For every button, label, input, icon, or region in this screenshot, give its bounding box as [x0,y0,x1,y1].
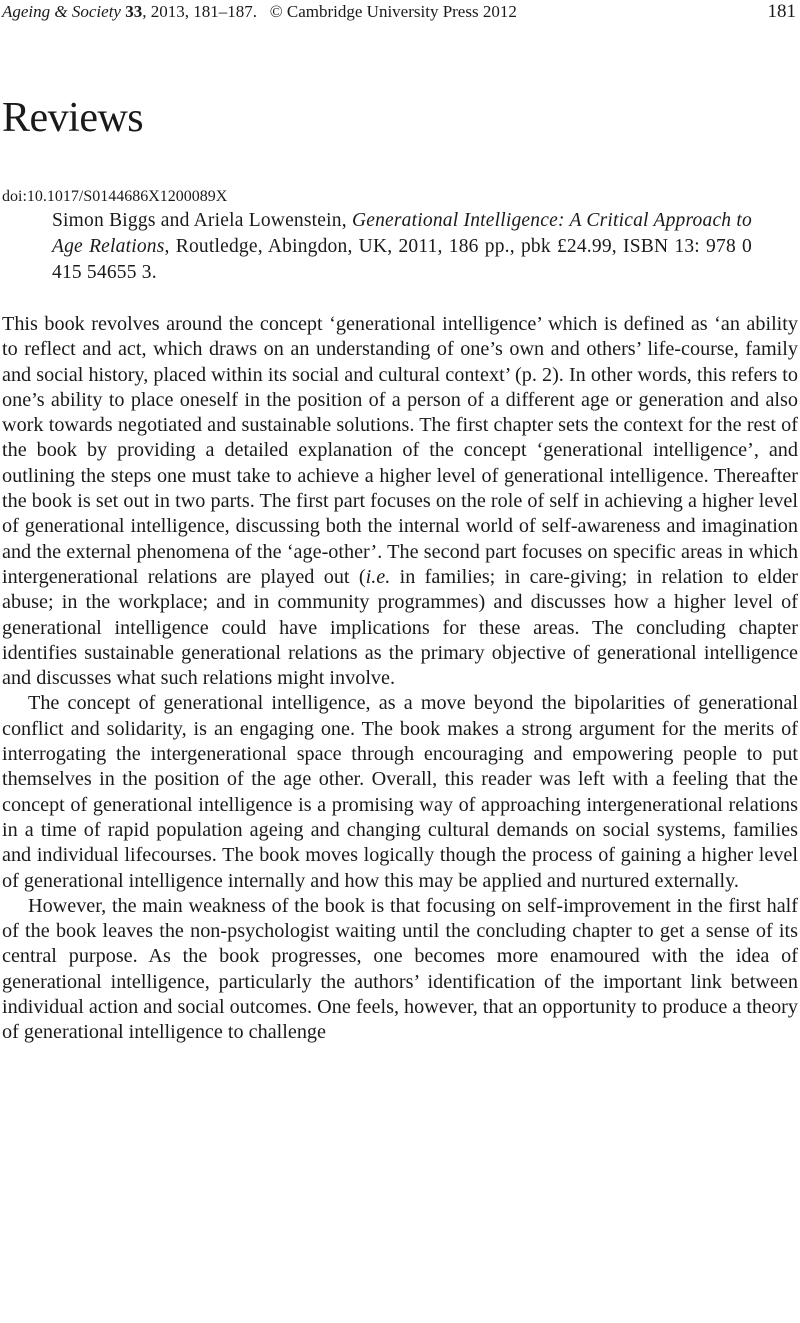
journal-volume: 33 [125,2,143,21]
page-number: 181 [767,1,796,22]
journal-name: Ageing & Society [2,2,121,21]
paragraph-1-text-b: in families; in care-giving; in relation to elder abuse; in the workplace; and in community programmes) and discusses how a higher level of generational intelligence could have implications for these areas. The concluding chapter identifies sustainable generational relations as the primary objective of generational intelligence and discusses what such relations might involve. [2,565,798,690]
copyright-notice: © Cambridge University Press 2012 [269,2,517,21]
paragraph-1 [2,312,798,691]
paragraph-1-ie: i.e. [365,565,391,588]
section-title: Reviews [2,95,144,141]
running-head-citation [2,0,517,24]
review-body [2,312,798,1046]
paragraph-3: However, the main weakness of the book is that focusing on self-improvement in the first half of the book leaves the non-psychologist waiting until the concluding chapter to get a sense of its central purpose. As the book progresses, one becomes more enamoured with the idea of generational intelligence, particularly the authors’ identification of the important link between individual action and social outcomes. One feels, however, that an opportunity to produce a theory of generational intelligence to challenge [2,894,798,1044]
book-citation [52,208,752,286]
running-header [0,0,800,30]
citation-publication: , Routledge, Abingdon, UK, 2011, 186 pp., pbk £24.99, ISBN 13: 978 0 415 54655 3. [52,236,752,283]
issue-details: , 2013, 181–187. [142,2,257,21]
citation-authors: Simon Biggs and Ariela Lowenstein, [52,210,347,231]
doi-line: doi:10.1017/S0144686X1200089X [2,188,228,205]
citation-title: Generational Intelligence: A Critical Approach to Age Relations [52,210,752,257]
paragraph-2: The concept of generational intelligence, as a move beyond the bipolarities of generational conflict and solidarity, is an engaging one. The book makes a strong argument for the merits of interrogating the intergenerational space through encouraging and empowering people to put themselves in the position of the age other. Overall, this reader was left with a feeling that the concept of generational intelligence is a promising way of approaching intergenerational relations in a time of rapid population ageing and changing cultural demands on social systems, families and individual lifecourses. The book moves logically though the process of gaining a higher level of generational intelligence internally and how this may be applied and nurtured externally. [2,692,798,892]
paragraph-1-text-a: This book revolves around the concept ‘generational intelligence’ which is defined as ‘an ability to reflect and act, which draws on an understanding of one’s own and others’ life-course, family and social history, placed within its social and cultural context’ (p. 2). In other words, this refers to one’s ability to place oneself in the position of a person of a different age or generation and also work towards negotiated and sustainable solutions. The first chapter sets the context for the rest of the book by providing a detailed explanation of the concept ‘generational intelligence’, and outlining the steps one must take to achieve a higher level of generational intelligence. Thereafter the book is set out in two parts. The first part focuses on the role of self in achieving a higher level of generational intelligence, discussing both the internal world of self-awareness and imagination and the external phenomena of the ‘age-other’. The second part focuses on specific areas in which intergenerational relations are played out ( [2,313,798,588]
